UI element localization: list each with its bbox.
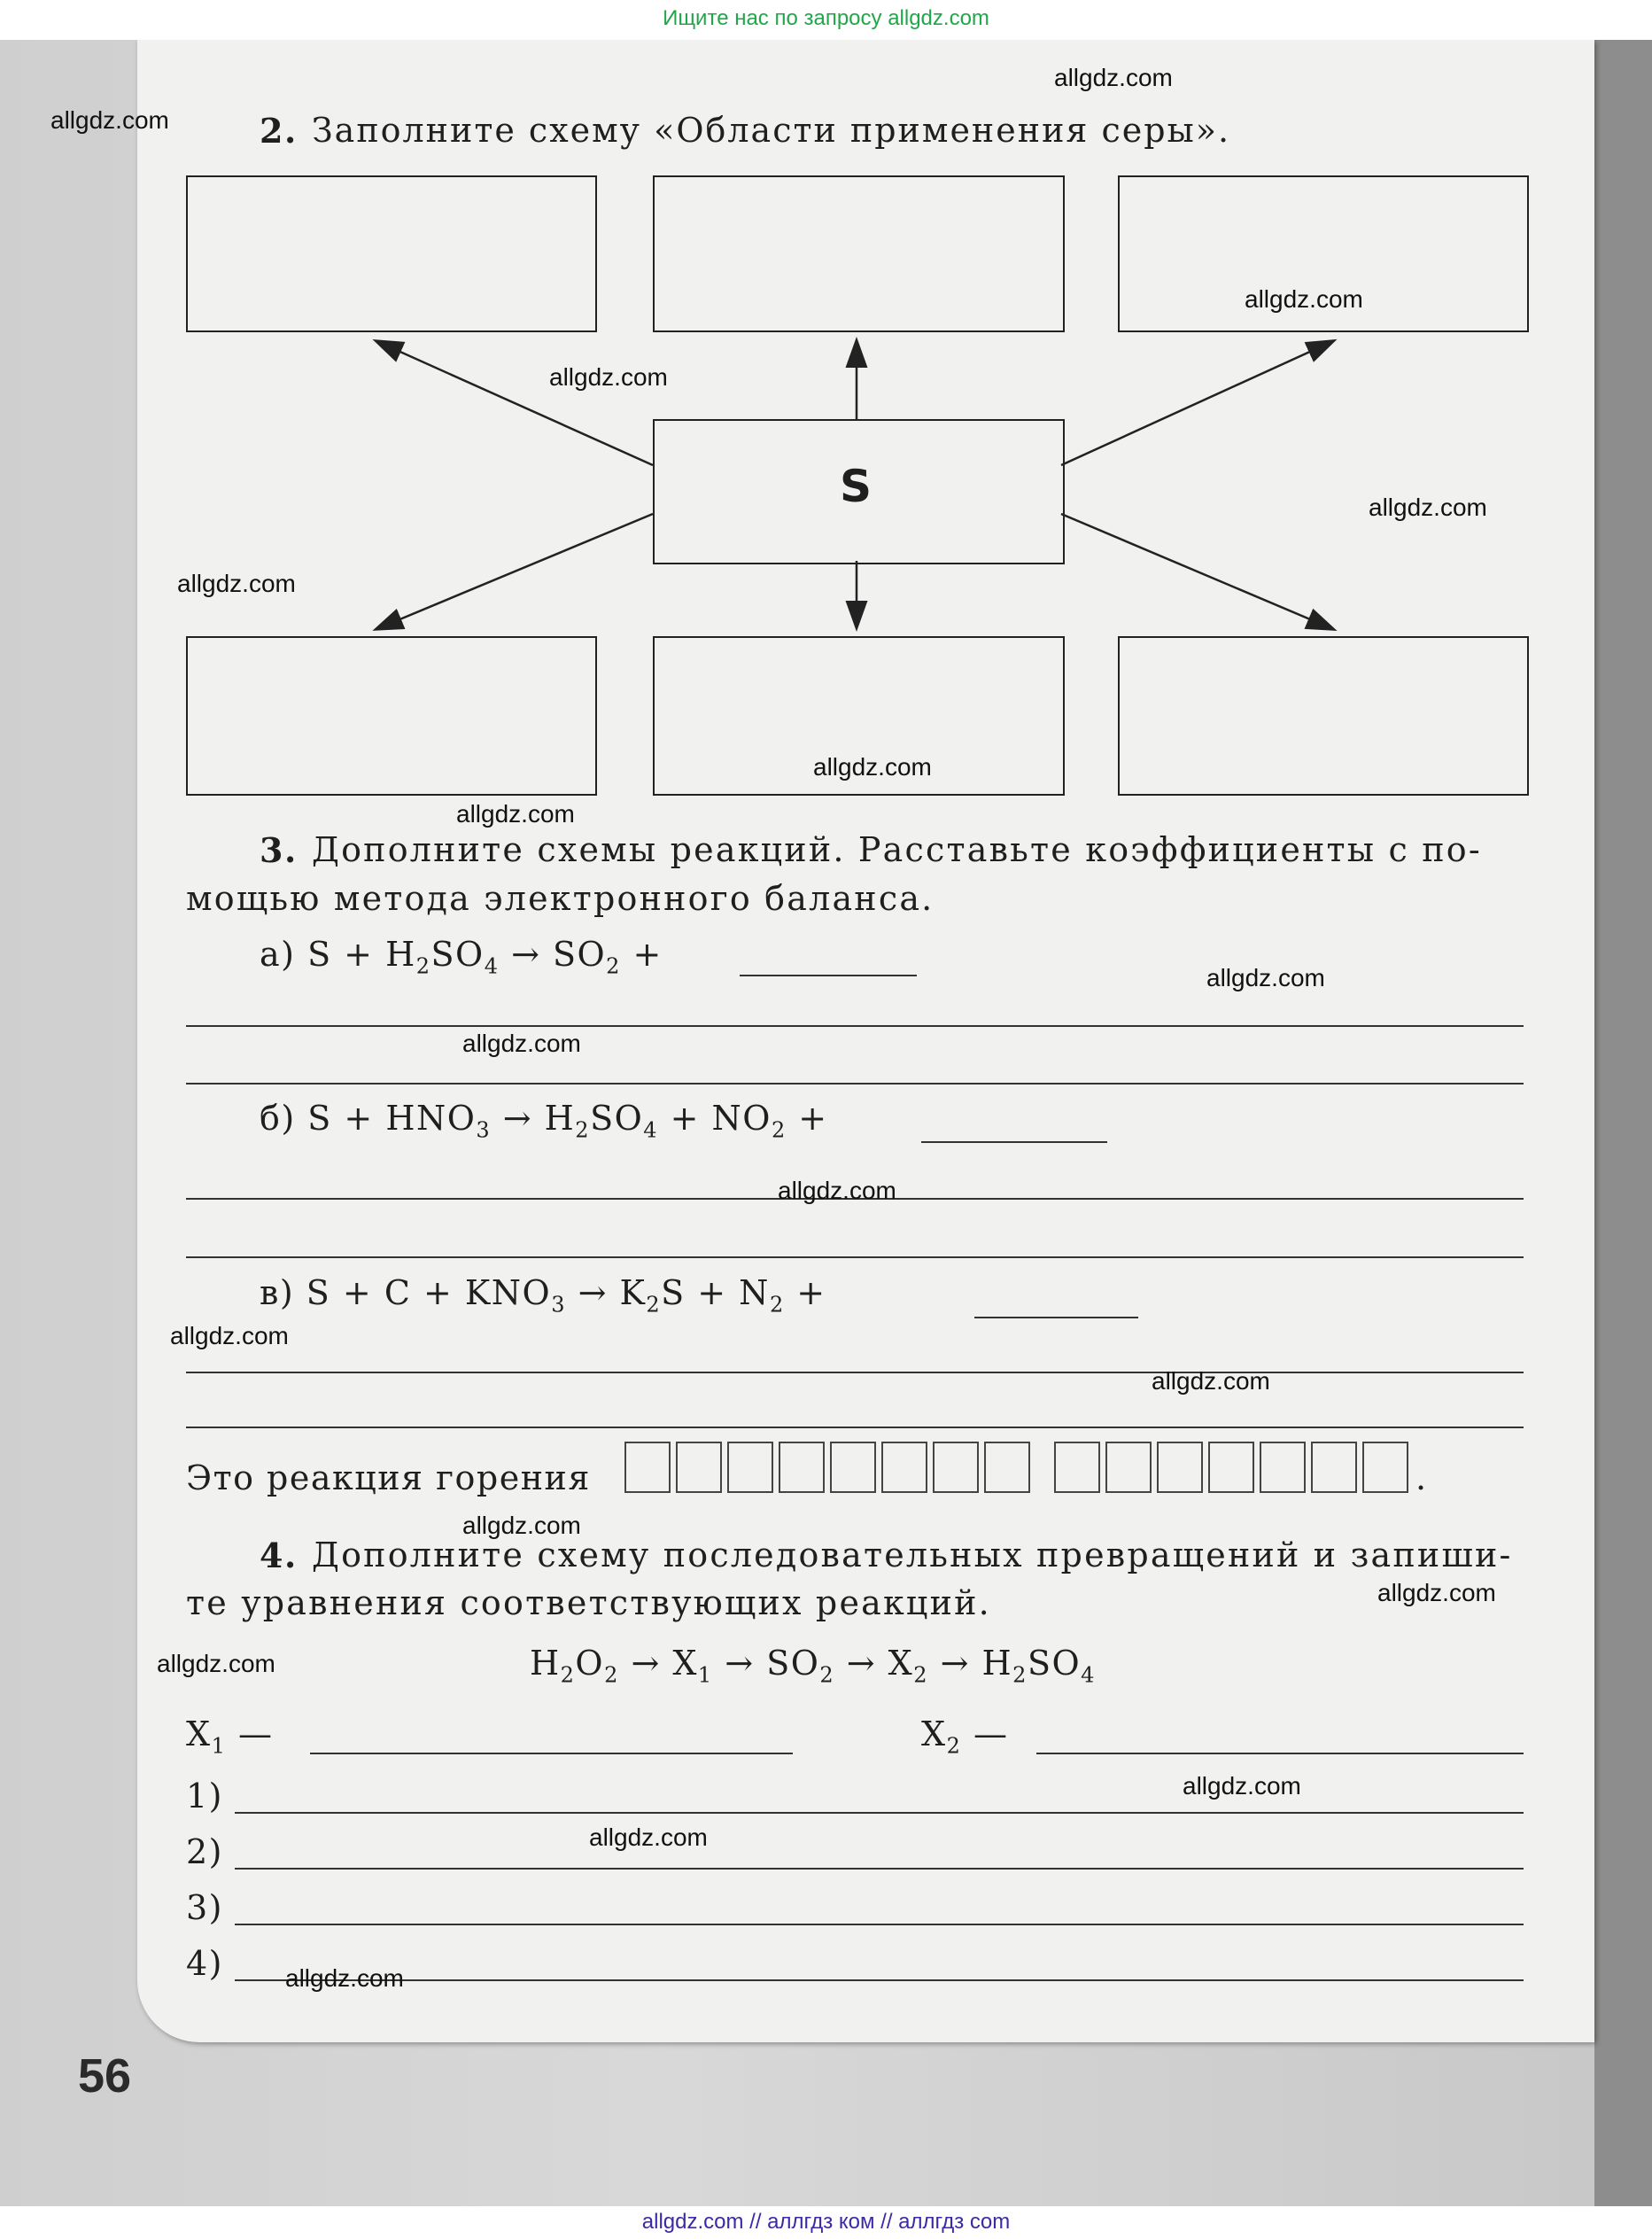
reaction-c: в) $S + C + KNO_3 \to K_2S + N_2$ + xyxy=(260,1273,826,1318)
reaction-b-blank[interactable] xyxy=(921,1141,1107,1143)
step-2-line[interactable] xyxy=(235,1868,1524,1870)
reaction-a: а) $S + H_2SO_4 \to SO_2$ + xyxy=(260,935,663,979)
arrow-to-top-right xyxy=(1061,341,1333,465)
watermark: allgdz.com xyxy=(778,1177,896,1204)
step-3-label: 3) xyxy=(186,1888,224,1927)
x2-label: $X_2$ — xyxy=(921,1714,1009,1759)
watermark: allgdz.com xyxy=(285,1964,404,1992)
x2-answer-line[interactable] xyxy=(1036,1753,1524,1754)
watermark: allgdz.com xyxy=(1152,1367,1270,1395)
letter-cell[interactable] xyxy=(727,1442,773,1493)
letter-cell[interactable] xyxy=(830,1442,876,1493)
watermark: allgdz.com xyxy=(1206,964,1325,991)
watermark: allgdz.com xyxy=(549,363,668,391)
bottom-banner[interactable]: allgdz.com // аллгдз ком // аллгдз com xyxy=(0,2206,1652,2239)
watermark: allgdz.com xyxy=(1183,1772,1301,1800)
transformation-chain: $H_2O_2 \to X_1 \to SO_2 \to X_2 \to H_2SO_4$ xyxy=(530,1644,1096,1688)
answer-line[interactable] xyxy=(186,1025,1524,1027)
scheme-center-label: S xyxy=(840,461,873,512)
x2-dash: — xyxy=(973,1714,1009,1753)
reaction-b: б) $S + HNO_3 \to H_2SO_4 + NO_2$ + xyxy=(260,1099,828,1143)
task3-text-line1: Дополните схемы реакций. Расставьте коэффициенты с по- xyxy=(312,830,1482,869)
task3-number: 3. xyxy=(260,830,298,870)
watermark: allgdz.com xyxy=(456,800,575,828)
answer-line[interactable] xyxy=(186,1427,1524,1428)
reaction-a-prefix: а) xyxy=(260,935,296,974)
letter-cell[interactable] xyxy=(779,1442,825,1493)
top-banner[interactable]: Ищите нас по запросу allgdz.com xyxy=(0,0,1652,40)
watermark: allgdz.com xyxy=(1054,64,1173,91)
letter-cell[interactable] xyxy=(1311,1442,1357,1493)
letter-cell[interactable] xyxy=(1157,1442,1203,1493)
task4-number: 4. xyxy=(260,1535,298,1575)
combustion-period: . xyxy=(1415,1458,1428,1497)
task4-text-line2: те уравнения соответствующих реакций. xyxy=(186,1583,991,1622)
x1-dash: — xyxy=(237,1714,274,1753)
x1-label: $X_1$ — xyxy=(186,1714,274,1759)
step-1-label: 1) xyxy=(186,1776,224,1815)
step-4-line[interactable] xyxy=(235,1979,1524,1981)
answer-line[interactable] xyxy=(186,1256,1524,1258)
watermark: allgdz.com xyxy=(462,1030,581,1057)
page-number: 56 xyxy=(78,2049,132,2103)
watermark: allgdz.com xyxy=(177,570,296,597)
letter-cell[interactable] xyxy=(1260,1442,1306,1493)
watermark: allgdz.com xyxy=(589,1823,708,1851)
arrow-to-top-left xyxy=(376,341,653,465)
x2-letter: X xyxy=(921,1714,947,1753)
answer-line[interactable] xyxy=(186,1083,1524,1085)
task4-text-line1: Дополните схему последовательных превращений и запиши- xyxy=(312,1535,1513,1574)
watermark: allgdz.com xyxy=(462,1512,581,1539)
letter-cell[interactable] xyxy=(1208,1442,1254,1493)
arrow-to-bottom-right xyxy=(1061,514,1333,629)
combustion-word2-cells[interactable] xyxy=(1054,1442,1414,1493)
letter-cell[interactable] xyxy=(624,1442,671,1493)
letter-cell[interactable] xyxy=(1362,1442,1408,1493)
task2-text: Заполните схему «Области применения серы». xyxy=(312,111,1231,150)
combustion-word1-cells[interactable] xyxy=(624,1442,1035,1493)
reaction-b-prefix: б) xyxy=(260,1099,296,1138)
watermark: allgdz.com xyxy=(157,1650,275,1677)
watermark: allgdz.com xyxy=(50,106,169,134)
watermark: allgdz.com xyxy=(1245,285,1363,313)
step-3-line[interactable] xyxy=(235,1924,1524,1925)
step-4-label: 4) xyxy=(186,1944,224,1983)
task3-text-line2: мощью метода электронного баланса. xyxy=(186,879,935,918)
watermark: allgdz.com xyxy=(1377,1579,1496,1606)
answer-line[interactable] xyxy=(186,1372,1524,1373)
letter-cell[interactable] xyxy=(984,1442,1030,1493)
watermark: allgdz.com xyxy=(813,753,932,781)
arrow-to-bottom-left xyxy=(376,514,653,629)
combustion-label: Это реакция горения xyxy=(186,1458,591,1497)
letter-cell[interactable] xyxy=(1105,1442,1152,1493)
reaction-c-prefix: в) xyxy=(260,1273,295,1312)
letter-cell[interactable] xyxy=(881,1442,927,1493)
reaction-a-blank[interactable] xyxy=(740,975,917,976)
watermark: allgdz.com xyxy=(1369,494,1487,521)
reaction-c-blank[interactable] xyxy=(974,1317,1138,1318)
letter-cell[interactable] xyxy=(1054,1442,1100,1493)
step-1-line[interactable] xyxy=(235,1812,1524,1814)
x1-letter: X xyxy=(186,1714,212,1753)
watermark: allgdz.com xyxy=(170,1322,289,1349)
letter-cell[interactable] xyxy=(933,1442,979,1493)
task2-number: 2. xyxy=(260,111,298,151)
step-2-label: 2) xyxy=(186,1832,224,1871)
x1-answer-line[interactable] xyxy=(310,1753,793,1754)
letter-cell[interactable] xyxy=(676,1442,722,1493)
